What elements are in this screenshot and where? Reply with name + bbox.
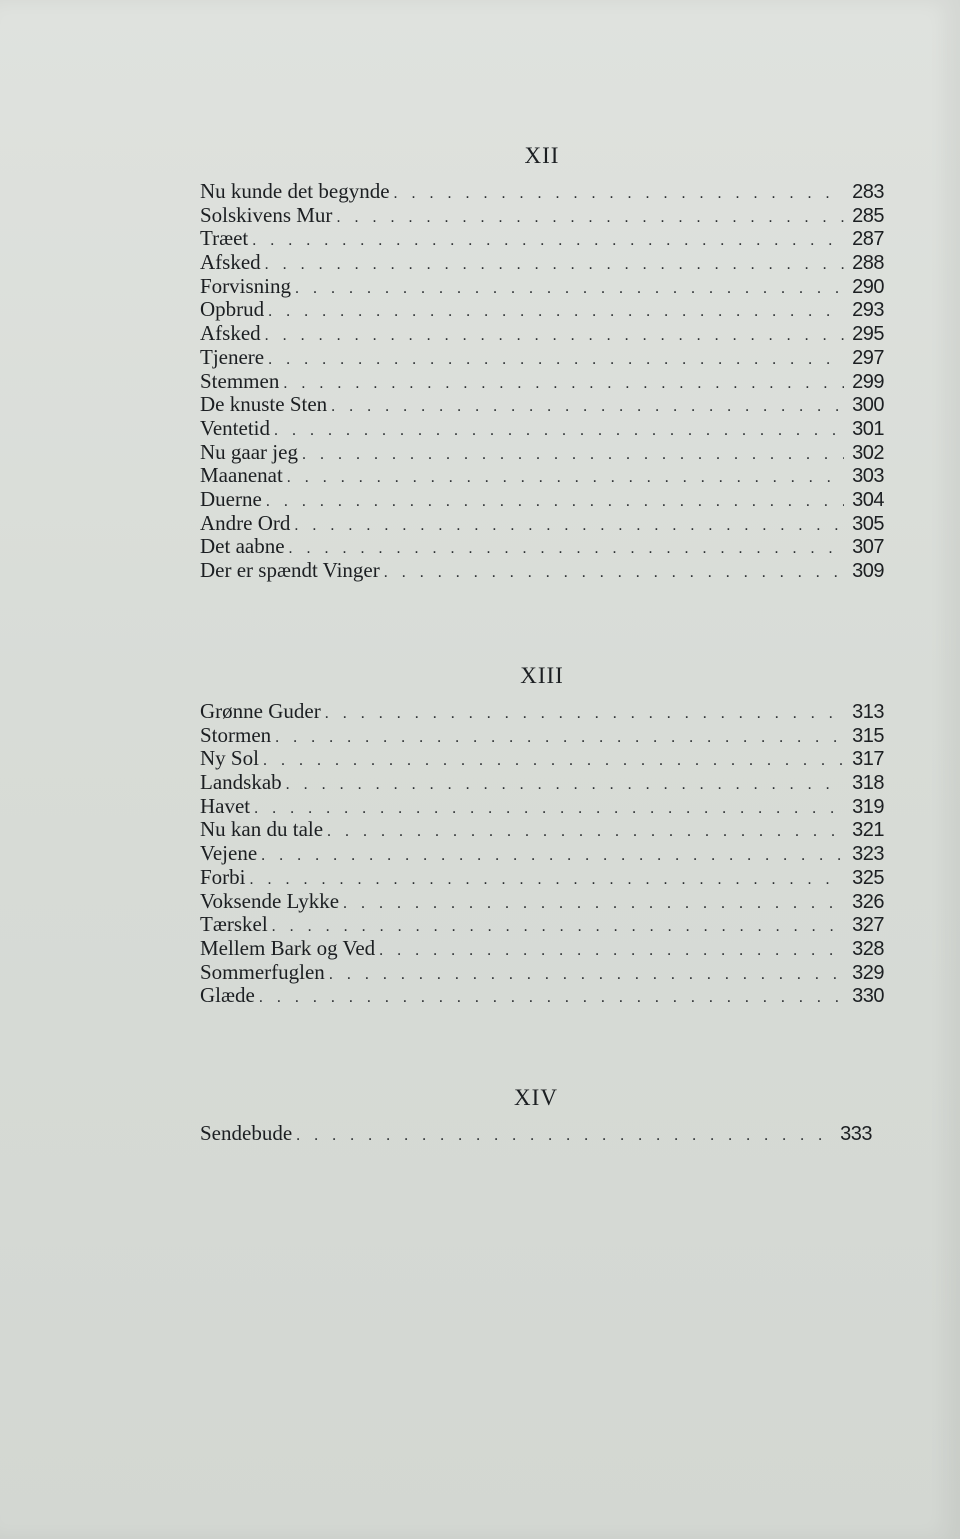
entry-title: Sendebude: [200, 1121, 293, 1145]
entry-title: Opbrud: [200, 297, 265, 322]
entry-page-number: 305: [852, 512, 884, 535]
entry-page-number: 299: [852, 370, 884, 393]
entry-page-number: 309: [852, 560, 884, 582]
toc-entry: [200, 559, 884, 583]
entry-title: Duerne: [200, 486, 262, 511]
entry-page-number: 304: [852, 488, 884, 511]
entry-title: Nu gaar jeg: [200, 439, 298, 464]
entry-page-number: 285: [852, 204, 884, 227]
toc-section-xiii: [200, 660, 884, 1008]
dot-leader: [250, 868, 844, 892]
entry-page-number: 297: [852, 346, 884, 369]
entry-page-number: 315: [852, 724, 884, 747]
dot-leader: [261, 844, 844, 868]
toc-section-xii: [200, 140, 884, 583]
entry-page-number: 287: [852, 228, 884, 251]
toc-entry: [200, 913, 884, 937]
toc-entry: [200, 298, 884, 322]
entry-page-number: 288: [852, 252, 884, 275]
dot-leader: [286, 773, 844, 797]
entry-title: Stemmen: [200, 368, 280, 393]
dot-leader: [302, 443, 844, 467]
dot-leader: [254, 797, 844, 821]
dot-leader: [263, 749, 844, 773]
dot-leader: [329, 963, 844, 987]
toc-entry: [200, 346, 884, 370]
section-heading: XIII: [520, 663, 564, 688]
toc-entry: [200, 512, 884, 536]
toc-entry: [200, 842, 884, 866]
entry-title: Mellem Bark og Ved: [200, 935, 376, 960]
toc-entry: [200, 700, 884, 724]
entry-page-number: 321: [852, 819, 884, 842]
entry-title: Glæde: [200, 983, 255, 1008]
dot-leader: [294, 514, 844, 538]
toc-entry: [200, 535, 884, 559]
dot-leader: [252, 229, 844, 253]
dot-leader: [296, 1124, 832, 1148]
entry-page-number: 295: [852, 323, 884, 346]
toc-list: [200, 180, 884, 583]
entry-title: Tærskel: [200, 912, 268, 937]
toc-entry: [200, 204, 884, 228]
toc-entry: [200, 795, 884, 819]
entry-title: Grønne Guder: [200, 699, 321, 723]
entry-page-number: 326: [852, 890, 884, 913]
entry-title: Stormen: [200, 722, 272, 747]
entry-page-number: 283: [852, 181, 884, 203]
entry-title: Det aabne: [200, 534, 285, 559]
dot-leader: [331, 395, 844, 419]
dot-leader: [336, 206, 844, 230]
toc-entry: [200, 1122, 872, 1146]
entry-title: Maanenat: [200, 463, 283, 488]
dot-leader: [275, 726, 844, 750]
entry-title: De knuste Sten: [200, 392, 328, 417]
toc-entry: [200, 818, 884, 842]
entry-title: Der er spændt Vinger: [200, 558, 380, 582]
entry-title: Forvisning: [200, 273, 292, 298]
entry-title: Afsked: [200, 250, 261, 275]
dot-leader: [266, 490, 844, 514]
entry-page-number: 303: [852, 465, 884, 488]
dot-leader: [379, 939, 844, 963]
entry-title: Andre Ord: [200, 510, 291, 535]
entry-title: Solskivens Mur: [200, 202, 333, 227]
toc-list: [200, 1122, 872, 1146]
toc-entry: [200, 370, 884, 394]
entry-page-number: 328: [852, 937, 884, 960]
toc-entry: [200, 251, 884, 275]
dot-leader: [287, 466, 844, 490]
dot-leader: [259, 986, 844, 1010]
dot-leader: [268, 348, 844, 372]
dot-leader: [265, 324, 844, 348]
entry-title: Ventetid: [200, 415, 270, 440]
toc-entry: [200, 180, 884, 204]
dot-leader: [394, 182, 844, 206]
entry-title: Træet: [200, 226, 249, 251]
toc-entry: [200, 771, 884, 795]
toc-entry: [200, 464, 884, 488]
toc-entry: [200, 890, 884, 914]
toc-entry: [200, 866, 884, 890]
dot-leader: [327, 820, 844, 844]
entry-page-number: 323: [852, 843, 884, 866]
entry-title: Tjenere: [200, 344, 265, 369]
entry-title: Sommerfuglen: [200, 959, 325, 984]
entry-title: Forbi: [200, 864, 246, 889]
entry-page-number: 290: [852, 275, 884, 298]
entry-title: Nu kunde det begynde: [200, 179, 390, 203]
entry-page-number: 329: [852, 961, 884, 984]
entry-title: Vejene: [200, 841, 258, 866]
dot-leader: [295, 277, 844, 301]
dot-leader: [265, 253, 844, 277]
entry-title: Nu kan du tale: [200, 817, 324, 842]
dot-leader: [268, 300, 844, 324]
entry-title: Havet: [200, 793, 251, 818]
dot-leader: [325, 702, 844, 726]
entry-page-number: 307: [852, 536, 884, 559]
dot-leader: [283, 372, 844, 396]
entry-title: Ny Sol: [200, 746, 259, 771]
toc-section-xiv: [200, 1082, 872, 1146]
entry-page-number: 313: [852, 701, 884, 723]
toc-list: [200, 700, 884, 1008]
entry-page-number: 293: [852, 299, 884, 322]
dot-leader: [384, 561, 844, 585]
entry-page-number: 300: [852, 394, 884, 417]
toc-entry: [200, 322, 884, 346]
entry-page-number: 318: [852, 772, 884, 795]
section-heading: XIV: [514, 1085, 558, 1110]
entry-page-number: 330: [852, 985, 884, 1008]
entry-page-number: 319: [852, 795, 884, 818]
toc-entry: [200, 227, 884, 251]
toc-entry: [200, 724, 884, 748]
dot-leader: [274, 419, 844, 443]
toc-entry: [200, 441, 884, 465]
entry-title: Landskab: [200, 770, 282, 795]
toc-entry: [200, 747, 884, 771]
entry-page-number: 325: [852, 866, 884, 889]
entry-title: Afsked: [200, 321, 261, 346]
entry-page-number: 327: [852, 914, 884, 937]
toc-entry: [200, 393, 884, 417]
toc-entry: [200, 961, 884, 985]
entry-title: Voksende Lykke: [200, 888, 340, 913]
toc-entry: [200, 275, 884, 299]
toc-entry: [200, 984, 884, 1008]
toc-entry: [200, 937, 884, 961]
entry-page-number: 317: [852, 748, 884, 771]
entry-page-number: 302: [852, 441, 884, 464]
dot-leader: [343, 892, 844, 916]
entry-page-number: 333: [840, 1123, 872, 1145]
toc-entry: [200, 417, 884, 441]
toc-entry: [200, 488, 884, 512]
entry-page-number: 301: [852, 417, 884, 440]
section-heading: XII: [524, 143, 560, 168]
